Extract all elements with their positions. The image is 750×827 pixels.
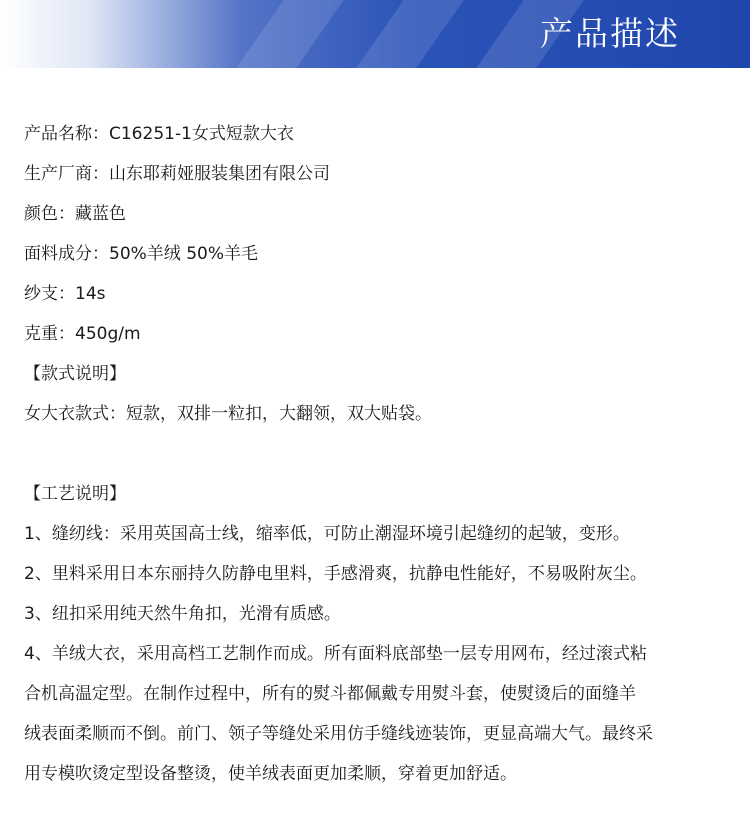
spec-product-name: 产品名称：C16251-1女式短款大衣: [24, 124, 294, 144]
spec-yarn-count: 纱支：14s: [24, 284, 106, 304]
craft-line: 4、羊绒大衣，采用高档工艺制作而成。所有面料底部垫一层专用网布，经过滚式粘: [24, 644, 647, 664]
spec-color: 颜色：藏蓝色: [24, 204, 126, 224]
craft-line: 3、纽扣采用纯天然牛角扣，光滑有质感。: [24, 604, 341, 624]
craft-heading: 【工艺说明】: [24, 484, 126, 504]
spec-manufacturer: 生产厂商：山东耶莉娅服装集团有限公司: [24, 164, 330, 184]
banner-title: 产品描述: [540, 14, 680, 53]
craft-line: 合机高温定型。在制作过程中，所有的熨斗都佩戴专用熨斗套，使熨烫后的面缝羊: [24, 684, 636, 704]
style-heading: 【款式说明】: [24, 364, 126, 384]
title-banner: [0, 0, 750, 68]
banner-stripe: [236, 0, 344, 68]
craft-line: 2、里料采用日本东丽持久防静电里料，手感滑爽，抗静电性能好，不易吸附灰尘。: [24, 564, 647, 584]
craft-line: 用专模吹烫定型设备整烫，使羊绒表面更加柔顺，穿着更加舒适。: [24, 764, 517, 784]
craft-line: 绒表面柔顺而不倒。前门、领子等缝处采用仿手缝线迹装饰，更显高端大气。最终采: [24, 724, 653, 744]
banner-stripe: [356, 0, 464, 68]
product-description: [24, 114, 746, 794]
craft-line: 1、缝纫线：采用英国高士线，缩率低，可防止潮湿环境引起缝纫的起皱，变形。: [24, 524, 630, 544]
spec-weight: 克重：450g/m: [24, 324, 141, 344]
section-gap: [24, 434, 746, 474]
style-text: 女大衣款式：短款，双排一粒扣，大翻领，双大贴袋。: [24, 404, 432, 424]
spec-fabric: 面料成分：50%羊绒 50%羊毛: [24, 244, 258, 264]
